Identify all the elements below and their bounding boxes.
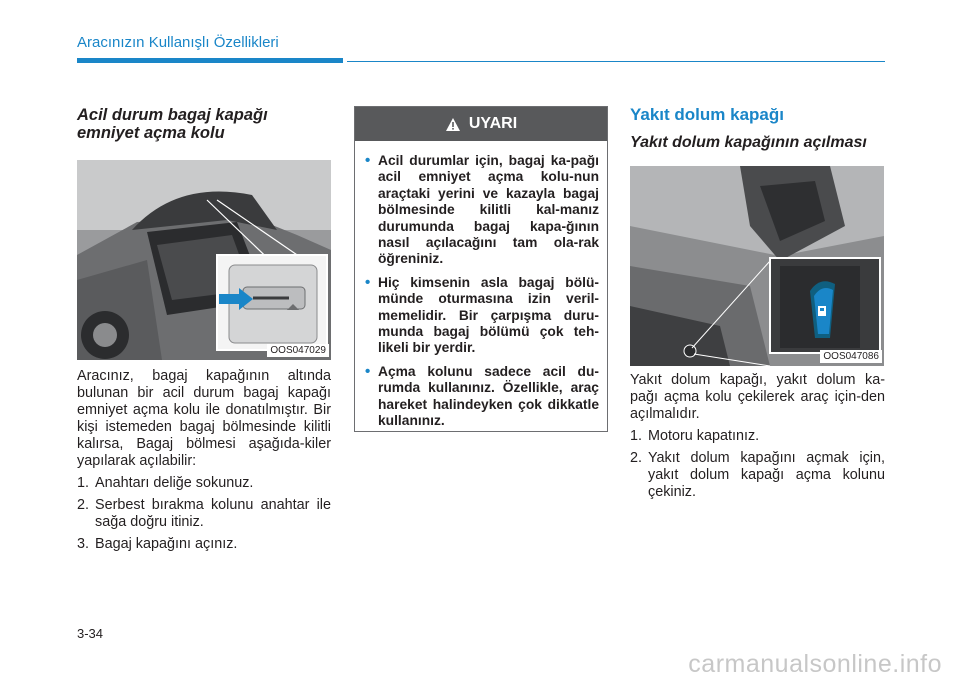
bullet-icon: • bbox=[365, 152, 371, 169]
figure-code: OOS047029 bbox=[267, 344, 329, 357]
trunk-release-illustration bbox=[77, 160, 331, 360]
fuel-door-figure bbox=[630, 166, 884, 366]
figure-code: OOS047086 bbox=[820, 350, 882, 363]
emergency-release-title-line2: emniyet açma kolu bbox=[77, 124, 225, 142]
bullet-icon: • bbox=[365, 362, 371, 380]
trunk-release-steps bbox=[77, 475, 331, 553]
watermark: carmanualsonline.info bbox=[688, 650, 942, 678]
fuel-door-title: Yakıt dolum kapağı bbox=[630, 105, 784, 124]
warning-box bbox=[354, 106, 608, 432]
left-column bbox=[77, 106, 331, 553]
list-item: 2. Serbest bırakma kolunu anahtar ile sağa doğru itiniz. bbox=[77, 497, 331, 530]
right-column bbox=[630, 106, 885, 501]
header-rule-thick bbox=[77, 58, 343, 63]
list-item: 2. Yakıt dolum kapağını açmak için, yakıt dolum kapağı açma kolunu çekiniz. bbox=[630, 450, 885, 500]
fuel-door-lever-illustration bbox=[630, 166, 884, 366]
page-number: 3-34 bbox=[77, 626, 104, 641]
header-rule-thin bbox=[347, 61, 885, 62]
middle-column bbox=[354, 106, 608, 432]
emergency-release-title-line1: Acil durum bagaj kapağı bbox=[77, 106, 268, 124]
emergency-release-title bbox=[77, 106, 331, 142]
warning-list bbox=[355, 141, 607, 430]
warning-title: UYARI bbox=[468, 115, 518, 132]
list-item: • Açma kolunu sadece acil du-rumda kullanınız. Özellikle, araç hareket halindeyken çok dikkatle kullanınız. bbox=[365, 362, 599, 429]
warning-triangle-icon bbox=[445, 117, 461, 132]
fuel-door-paragraph: Yakıt dolum kapağı, yakıt dolum ka-pağı açma kolu çekilerek araç için-den açılmalıdır. bbox=[630, 372, 885, 422]
trunk-release-figure bbox=[77, 160, 331, 360]
fuel-door-subtitle: Yakıt dolum kapağının açılması bbox=[630, 134, 867, 151]
list-item: 1. Motoru kapatınız. bbox=[630, 428, 760, 444]
warning-header bbox=[355, 107, 607, 141]
list-item: 1. Anahtarı deliğe sokunuz. bbox=[77, 475, 254, 491]
list-item: • Hiç kimsenin asla bagaj bölü-münde oturmasına izin veril-memelidir. Bir çarpışma duru-munda bagaj bölümü çok teh-likeli bir yerdir. bbox=[365, 273, 599, 356]
list-item: • Acil durumlar için, bagaj ka-pağı acil emniyet açma kolu-nun araçtaki yerini ve kazayla bagaj bölmesinde kilitli kal-manız durumunda bagaj kapa-ğının nasıl açılacağını tam ola-rak öğreniniz. bbox=[365, 152, 599, 267]
bullet-icon: • bbox=[365, 273, 371, 291]
section-header: Aracınızın Kullanışlı Özellikleri bbox=[77, 34, 279, 51]
trunk-release-paragraph: Aracınız, bagaj kapağının altında bulunan bir acil durum bagaj kapağı emniyet açma kolu ile donatılmıştır. Bir kişi istemeden bagaj bölmesinde kilitli kalırsa, Bagaj bölmesi aşağıda-kiler yapılarak açılabilir: bbox=[77, 368, 331, 469]
list-item: 3. Bagaj kapağını açınız. bbox=[77, 536, 238, 552]
fuel-door-steps bbox=[630, 428, 885, 501]
